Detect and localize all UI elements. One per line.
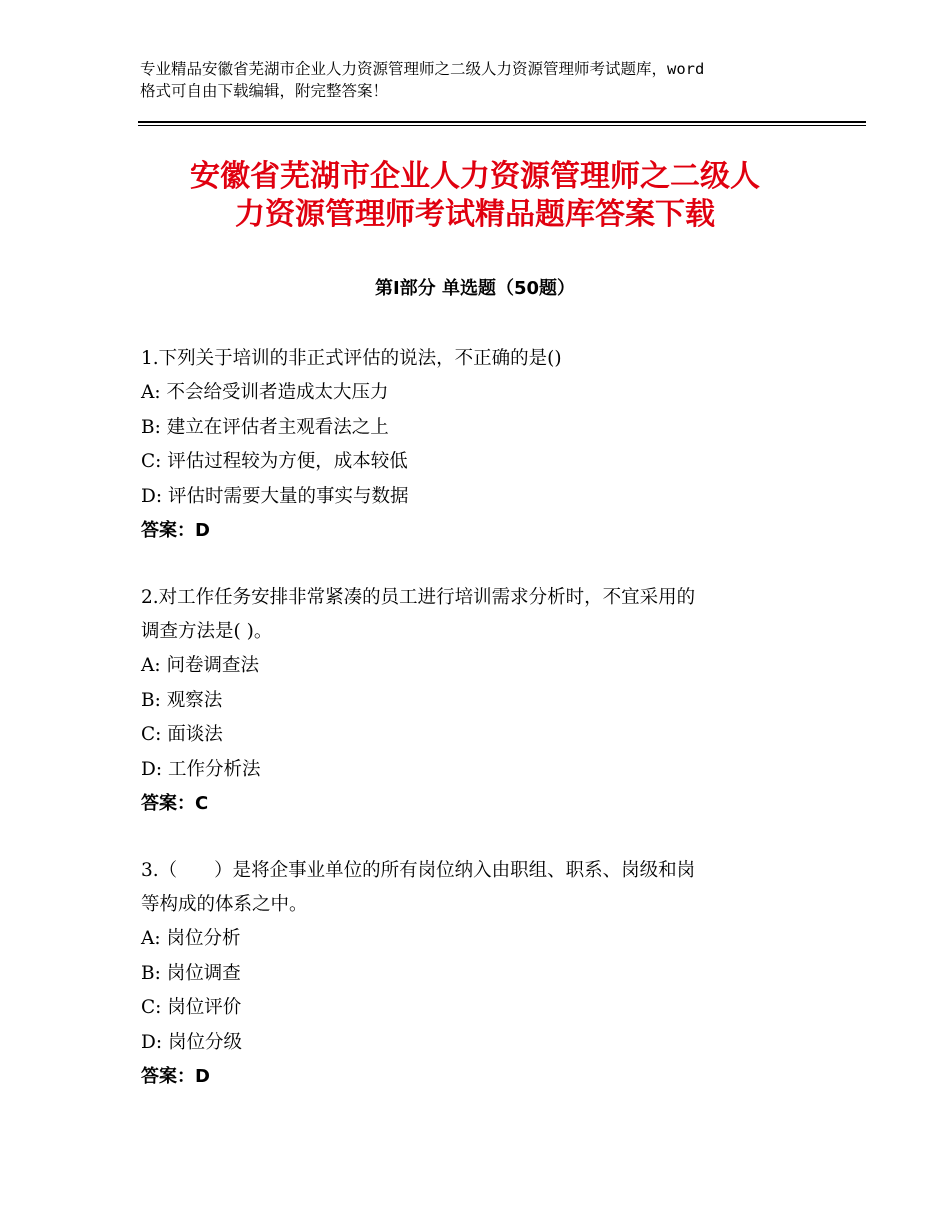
- question-stem-continued: 调查方法是( )。: [141, 621, 273, 642]
- answer: 答案：D: [141, 1066, 210, 1087]
- option-b: B: 岗位调查: [141, 962, 241, 984]
- option-a: A: 不会给受训者造成太大压力: [141, 382, 389, 403]
- option-b: B: 建立在评估者主观看法之上: [141, 416, 389, 438]
- header-note: [140, 58, 840, 102]
- header-note-line-1: 专业精品安徽省芜湖市企业人力资源管理师之二级人力资源管理师考试题库，word: [140, 60, 705, 78]
- answer: 答案：C: [141, 793, 209, 814]
- option-c: C: 面谈法: [141, 724, 223, 745]
- header-divider-thick: [138, 121, 866, 123]
- document-title-line-2: 力资源管理师考试精品题库答案下载: [235, 197, 715, 232]
- question-stem-continued: 等构成的体系之中。: [141, 894, 308, 915]
- option-b: B: 观察法: [141, 689, 223, 711]
- header-divider-thin: [138, 125, 866, 126]
- document-title: [100, 158, 850, 234]
- option-c: C: 岗位评价: [141, 997, 242, 1018]
- answer: 答案：D: [141, 520, 210, 541]
- question-3: [141, 854, 811, 1095]
- option-d: D: 评估时需要大量的事实与数据: [141, 485, 409, 507]
- question-1: [141, 342, 811, 549]
- document-title-line-1: 安徽省芜湖市企业人力资源管理师之二级人: [190, 159, 760, 194]
- option-a: A: 问卷调查法: [141, 655, 259, 676]
- option-d: D: 工作分析法: [141, 758, 261, 780]
- question-2: [141, 581, 811, 822]
- section-heading: 第Ⅰ部分 单选题（50题）: [374, 278, 575, 299]
- option-c: C: 评估过程较为方便，成本较低: [141, 451, 408, 472]
- question-stem: 1.下列关于培训的非正式评估的说法，不正确的是(): [141, 348, 562, 369]
- question-stem: 2.对工作任务安排非常紧凑的员工进行培训需求分析时，不宜采用的: [141, 587, 696, 608]
- option-a: A: 岗位分析: [141, 928, 241, 949]
- option-d: D: 岗位分级: [141, 1031, 242, 1053]
- header-note-line-2: 格式可自由下载编辑，附完整答案！: [140, 82, 389, 100]
- question-stem: 3.（ ）是将企事业单位的所有岗位纳入由职组、职系、岗级和岗: [141, 860, 696, 881]
